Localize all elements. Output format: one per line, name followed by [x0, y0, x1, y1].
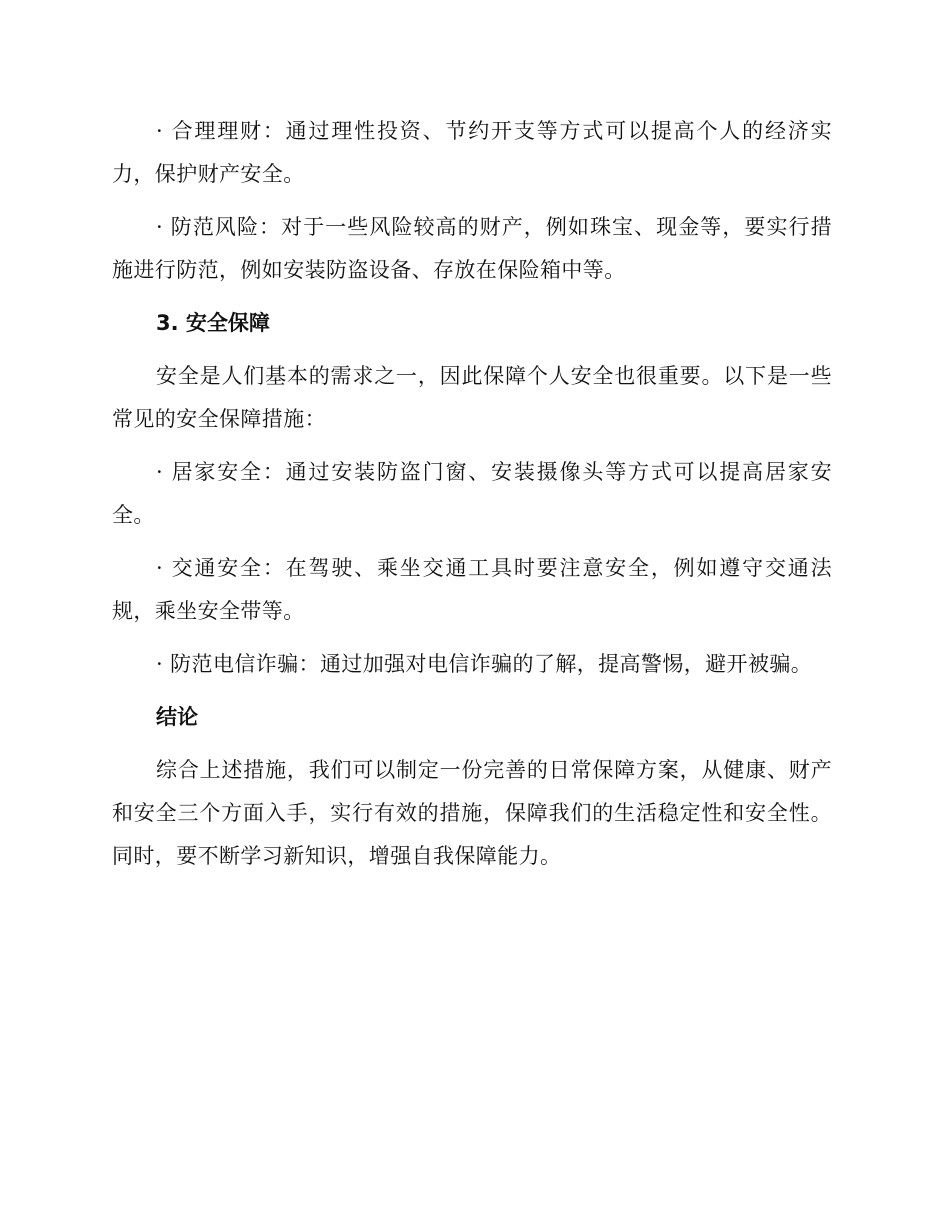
document-body [112, 110, 832, 888]
section-heading-conclusion: 结论 [156, 705, 198, 729]
section-heading-safety: 3. 安全保障 [156, 311, 270, 335]
bullet-financial-planning: · 合理理财：通过理性投资、节约开支等方式可以提高个人的经济实力，保护财产安全。 [112, 119, 832, 186]
bullet-telecom-fraud: · 防范电信诈骗：通过加强对电信诈骗的了解，提高警惕，避开被骗。 [156, 652, 813, 676]
bullet-home-safety: · 居家安全：通过安装防盗门窗、安装摄像头等方式可以提高居家安全。 [112, 460, 832, 527]
bullet-risk-prevention: · 防范风险：对于一些风险较高的财产，例如珠宝、现金等，要实行措施进行防范，例如安装防盗设备、存放在保险箱中等。 [112, 215, 832, 282]
conclusion-paragraph: 综合上述措施，我们可以制定一份完善的日常保障方案，从健康、财产和安全三个方面入手，实行有效的措施，保障我们的生活稳定性和安全性。同时，要不断学习新知识，增强自我保障能力。 [112, 758, 832, 868]
bullet-traffic-safety: · 交通安全：在驾驶、乘坐交通工具时要注意安全，例如遵守交通法规，乘坐安全带等。 [112, 556, 832, 623]
safety-intro-paragraph: 安全是人们基本的需求之一，因此保障个人安全也很重要。以下是一些常见的安全保障措施： [112, 364, 832, 431]
